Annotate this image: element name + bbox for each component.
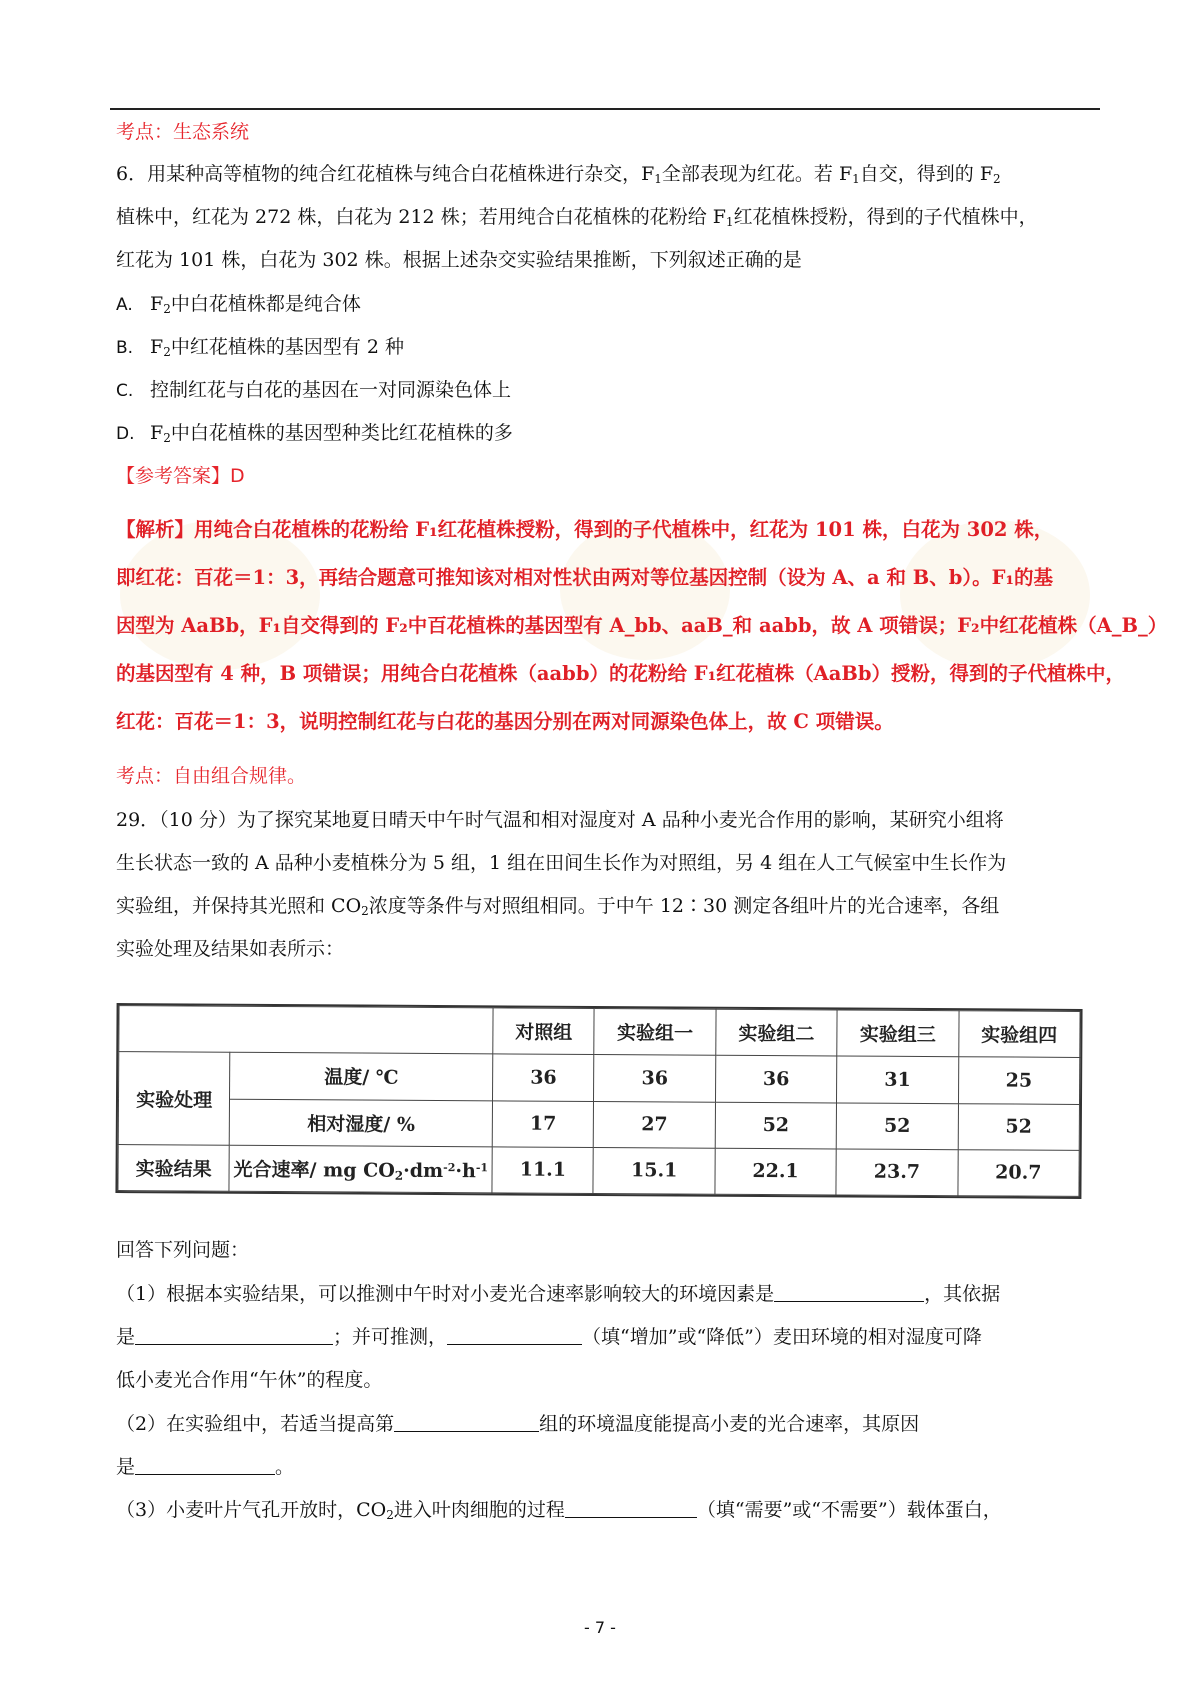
- table-row-label: 温度/ ℃: [230, 1052, 493, 1100]
- reference-answer: 【参考答案】D: [116, 465, 245, 487]
- sub-question-3-line-1: （3）小麦叶片气孔开放时，$CO_2$进入叶肉细胞的过程 （填“需要”或“不需要”）载体蛋白，: [116, 1499, 1002, 1522]
- sub-question-1-line-3: 低小麦光合作用“午休”的程度。: [116, 1369, 383, 1391]
- answer-blank[interactable]: [565, 1497, 697, 1518]
- answer-blank[interactable]: [447, 1324, 582, 1345]
- table-cell: 17: [492, 1100, 593, 1147]
- question-29-line-3: 实验组，并保持其光照和 $CO_2$浓度等条件与对照组相同。于中午 12∶30 测定各组叶片的光合速率，各组: [116, 895, 1000, 918]
- answer-blank[interactable]: [135, 1454, 275, 1475]
- question-6-line-3: 红花为 101 株，白花为 302 株。根据上述杂交实验结果推断，下列叙述正确的是: [116, 249, 802, 271]
- sub-question-1-line-2: 是 ；并可推测， （填“增加”或“降低”）麦田环境的相对湿度可降: [116, 1326, 982, 1348]
- table-row: [118, 1098, 1079, 1150]
- option-d: D. $F_2$中白花植株的基因型种类比红花植株的多: [116, 422, 513, 445]
- topic-label: 考点：生态系统: [116, 121, 250, 143]
- table-cell: 52: [715, 1102, 837, 1149]
- option-a: A. $F_2$中白花植株都是纯合体: [116, 293, 361, 316]
- sub-question-2-line-2: 是 。: [116, 1456, 295, 1478]
- table-cell: 36: [594, 1055, 716, 1102]
- table-cell: 11.1: [492, 1147, 593, 1194]
- table-cell: 36: [715, 1055, 837, 1102]
- table-cell: 52: [958, 1103, 1080, 1150]
- table-cell: 36: [493, 1054, 594, 1101]
- table-cell: 31: [837, 1056, 959, 1103]
- answer-blank[interactable]: [774, 1281, 924, 1302]
- table-header-cell: 实验组二: [716, 1009, 838, 1056]
- table-header-cell: 实验组三: [837, 1010, 959, 1057]
- table-row-label: 光合速率/ mg $CO_2\cdot dm^{-2}\cdot h^{-1}$: [229, 1145, 492, 1193]
- table-cell: 22.1: [715, 1148, 837, 1195]
- question-29-line-4: 实验处理及结果如表所示：: [116, 938, 345, 960]
- experiment-table: [115, 1003, 1082, 1199]
- question-6-line-2: 植株中，红花为 272 株，白花为 212 株；若用纯合白花植株的花粉给 $F_1$红花植株授粉，得到的子代植株中，: [116, 206, 1038, 229]
- topic-label: 考点：自由组合规律。: [116, 765, 307, 787]
- question-29-line-2: 生长状态一致的 A 品种小麦植株分为 5 组，1 组在田间生长作为对照组，另 4 组在人工气候室中生长作为: [116, 852, 1007, 874]
- analysis-line-2: 即红花：百花＝1：3，再结合题意可推知该对相对性状由两对等位基因控制（设为 A、a 和 B、b）。F₁的基: [116, 566, 1054, 589]
- table-group-label: 实验处理: [118, 1052, 230, 1145]
- answer-blank[interactable]: [135, 1324, 333, 1345]
- table-cell: 15.1: [593, 1147, 715, 1194]
- table-cell: 20.7: [957, 1149, 1079, 1196]
- analysis-line-5: 红花：百花＝1：3，说明控制红花与白花的基因分别在两对同源染色体上，故 C 项错误。: [116, 710, 894, 733]
- table-cell: 23.7: [836, 1149, 958, 1196]
- option-b: B. $F_2$中红花植株的基因型有 2 种: [116, 336, 404, 359]
- analysis-line-4: 的基因型有 4 种，B 项错误；用纯合白花植株（aabb）的花粉给 F₁红花植株（AaBb）授粉，得到的子代植株中，: [116, 662, 1126, 685]
- header-rule: [110, 108, 1100, 110]
- table-row-label: 相对湿度/ %: [229, 1099, 492, 1147]
- table-corner-cell: [119, 1006, 494, 1055]
- analysis-line-3: 因型为 AaBb，F₁自交得到的 F₂中百花植株的基因型有 A_bb、aaB_和 aabb，故 A 项错误；F₂中红花植株（A_B_）: [116, 614, 1168, 637]
- analysis-line-1: 【解析】用纯合白花植株的花粉给 F₁红花植株授粉，得到的子代植株中，红花为 101 株，白花为 302 株，: [116, 518, 1054, 541]
- table-row: [118, 1144, 1079, 1196]
- question-6-line-1: 6．用某种高等植物的纯合红花植株与纯合白花植株进行杂交，$F_1$全部表现为红花。若 $F_1$自交，得到的 $F_2$: [116, 163, 1001, 186]
- table-header-row: [119, 1006, 1080, 1058]
- question-29-line-1: 29．（10 分）为了探究某地夏日晴天中午时气温和相对湿度对 A 品种小麦光合作用的影响，某研究小组将: [116, 809, 1004, 831]
- table-header-cell: 实验组一: [594, 1008, 716, 1055]
- sub-question-2-line-1: （2）在实验组中，若适当提高第 组的环境温度能提高小麦的光合速率，其原因: [116, 1413, 920, 1435]
- answer-blank[interactable]: [394, 1411, 539, 1432]
- table-header-cell: 对照组: [493, 1008, 594, 1055]
- table-group-label: 实验结果: [118, 1144, 230, 1191]
- answer-prompt: 回答下列问题：: [116, 1239, 250, 1261]
- table-cell: 27: [594, 1101, 716, 1148]
- sub-question-1-line-1: （1）根据本实验结果，可以推测中午时对小麦光合速率影响较大的环境因素是 ，其依据: [116, 1283, 1001, 1305]
- page-number: - 7 -: [584, 1618, 616, 1637]
- table-cell: 25: [958, 1057, 1080, 1104]
- option-c: C. 控制红花与白花的基因在一对同源染色体上: [116, 379, 512, 401]
- table-row: [119, 1052, 1080, 1104]
- table-header-cell: 实验组四: [958, 1011, 1080, 1058]
- table-cell: 52: [836, 1102, 958, 1149]
